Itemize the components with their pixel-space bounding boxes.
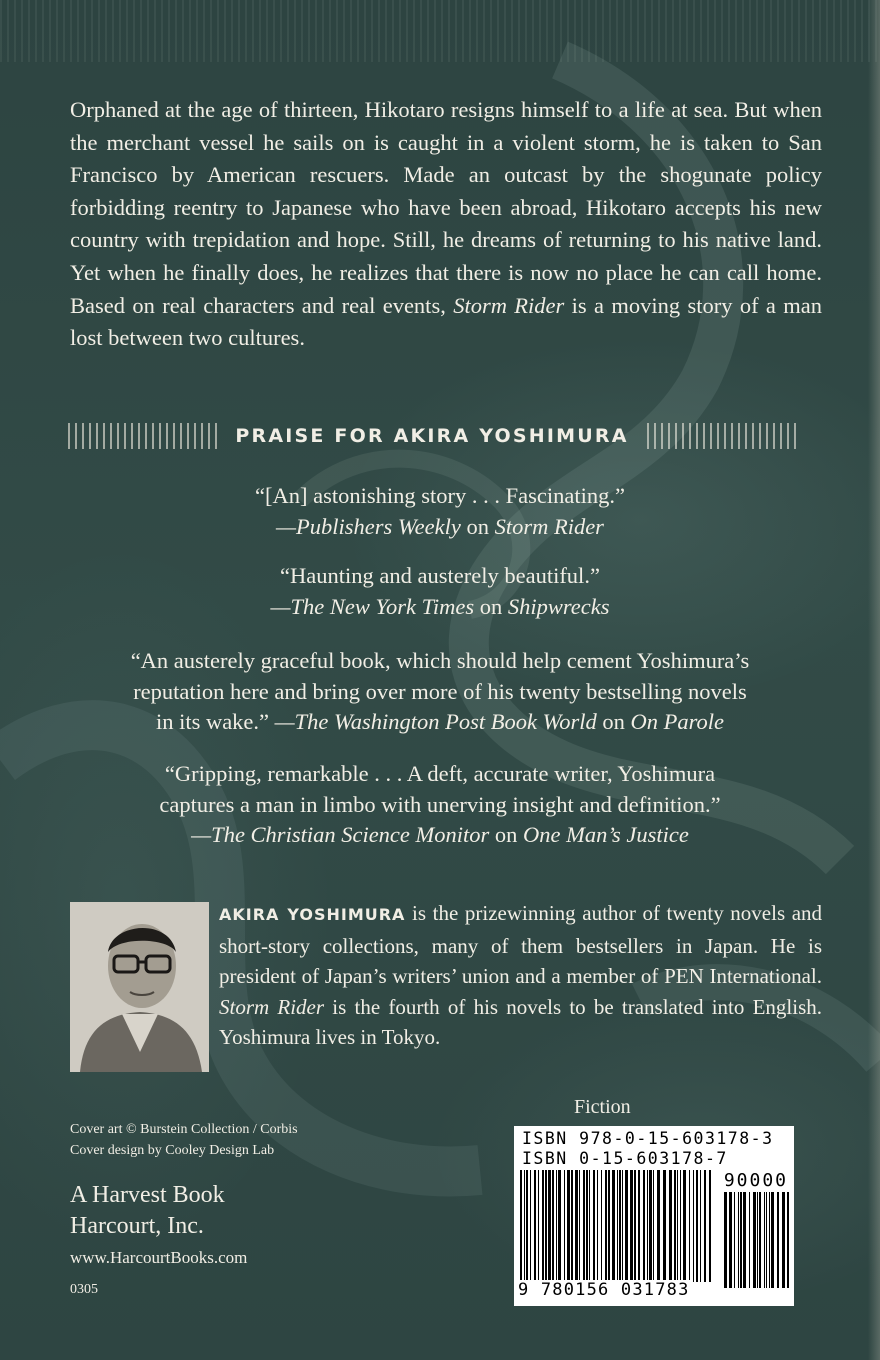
author-name: AKIRA YOSHIMURA (219, 905, 406, 924)
barcode-bar (649, 1170, 652, 1282)
ean-digits: 9 780156 031783 (518, 1280, 690, 1300)
barcode-bar (605, 1170, 607, 1282)
praise-heading (68, 418, 796, 454)
quote-source: —The New York Times (270, 593, 475, 619)
quote-on: on (479, 593, 503, 619)
barcode-bar (700, 1170, 701, 1282)
barcode-bar (625, 1170, 628, 1282)
barcode-bar (601, 1170, 602, 1282)
print-code: 0305 (70, 1282, 98, 1297)
quote-on: on (466, 513, 489, 539)
barcode-bar (766, 1192, 767, 1288)
quote-attribution (40, 820, 840, 851)
quote-text: “[An] astonishing story . . . Fascinating.” (255, 483, 625, 508)
quote-source: —Publishers Weekly (276, 513, 461, 539)
barcode-bar (653, 1170, 654, 1282)
quote-on: on (602, 709, 625, 734)
review-quote (40, 561, 840, 622)
quote-attribution (40, 512, 840, 543)
quote-text: “Haunting and austerely beautiful.” (280, 563, 600, 588)
barcode-bar (593, 1170, 595, 1282)
quote-attribution (40, 707, 840, 738)
synopsis-text: Orphaned at the age of thirteen, Hikotaro resigns himself to a life at sea. But when the merchant vessel he sails on is caught in a violent storm, he is taken to San Francisco by American rescuers. Made an outcast by the shogunate policy forbidding reentry to Japanese who have been abroad, Hikotaro accepts his new country with trepidation and hope. Still, he dreams of returning to his native land. Yet when he finally does, he realizes that there is now no place he can call home. Based on real characters and real events, (70, 97, 822, 318)
barcode-bar (526, 1170, 528, 1282)
barcode-bar (520, 1170, 522, 1282)
barcode-bar (638, 1170, 640, 1282)
barcode-bar (787, 1192, 789, 1288)
synopsis (70, 94, 822, 355)
isbn-barcode (514, 1126, 794, 1306)
publisher-info (70, 1180, 225, 1242)
imprint: A Harvest Book (70, 1182, 225, 1208)
price-barcode-bars (722, 1192, 790, 1288)
quote-work: Storm Rider (494, 513, 604, 539)
barcode-bar (753, 1192, 756, 1288)
cover-design-credit: Cover design by Cooley Design Lab (70, 1143, 275, 1158)
isbn-10: ISBN 0-15-603178-7 (522, 1149, 728, 1168)
barcode-bar (724, 1192, 727, 1288)
barcode-bar (608, 1170, 610, 1282)
barcode-bar (556, 1170, 557, 1282)
barcode-bar (771, 1192, 774, 1288)
cover-art-credit: Cover art © Burstein Collection / Corbis (70, 1122, 298, 1137)
barcode-bar (538, 1170, 539, 1282)
barcode-bar (759, 1192, 761, 1288)
barcode-bar (622, 1170, 623, 1282)
barcode-bar (619, 1170, 621, 1282)
page-edge (868, 0, 880, 1360)
publisher-name: Harcourt, Inc. (70, 1213, 204, 1239)
barcode-bar (757, 1192, 758, 1288)
quote-on: on (494, 822, 518, 847)
quote-text: “An austerely graceful book, which should help cement Yoshimura’s (130, 648, 750, 673)
barcode-bar (571, 1170, 573, 1282)
barcode-bar (689, 1170, 690, 1282)
barcode-bar (663, 1170, 666, 1282)
barcode-bar (680, 1170, 681, 1282)
barcode-bar (729, 1192, 732, 1288)
barcode-bar (669, 1170, 672, 1282)
barcode-bar (534, 1170, 536, 1282)
barcode-bar (674, 1170, 676, 1282)
quote-source: —The Washington Post Book World (274, 709, 597, 734)
barcode-bar (693, 1170, 694, 1282)
barcode-bar (545, 1170, 547, 1282)
bio-text-end: is the fourth of his novels to be translated into English. Yoshimura lives in Tokyo. (219, 994, 823, 1049)
barcode-bar (575, 1170, 578, 1282)
barcode-bar (696, 1170, 698, 1282)
barcode-bar (542, 1170, 544, 1282)
barcode-bar (657, 1170, 660, 1282)
barcode-bar (764, 1192, 765, 1288)
review-quote (40, 759, 840, 851)
quote-work: Shipwrecks (507, 593, 610, 619)
barcode-bar (583, 1170, 585, 1282)
barcode-bars (518, 1170, 714, 1282)
barcode-bar (677, 1170, 678, 1282)
barcode-bar (749, 1192, 750, 1288)
barcode-bar (617, 1170, 618, 1282)
barcode-bar (524, 1170, 525, 1282)
author-bio (219, 898, 822, 1053)
quote-work: On Parole (630, 709, 725, 734)
quote-source: —The Christian Science Monitor (191, 822, 490, 847)
publisher-url: www.HarcourtBooks.com (70, 1248, 248, 1267)
barcode-bar (782, 1192, 785, 1288)
synopsis-text-end: is a moving story of a man lost between two cultures. (70, 292, 823, 351)
quote-work: One Man’s Justice (523, 822, 689, 847)
bio-text: is the prizewinning author of twenty novels and short-story collections, many of them bestsellers in Japan. He is president of Japan’s writers’ union and a member of PEN International. (219, 901, 823, 988)
genre-label: Fiction (574, 1096, 631, 1118)
barcode-bar (769, 1192, 770, 1288)
barcode-bar (567, 1170, 570, 1282)
barcode-bar (643, 1170, 645, 1282)
barcode-bar (597, 1170, 598, 1282)
barcode-bar (738, 1192, 739, 1288)
barcode-bar (552, 1170, 554, 1282)
barcode-bar (612, 1170, 615, 1282)
barcode-bar (647, 1170, 648, 1282)
barcode-bar (683, 1170, 686, 1282)
barcode-bar (734, 1192, 735, 1288)
barcode-bar (743, 1192, 746, 1288)
barcode-bar (558, 1170, 561, 1282)
quote-text: reputation here and bring over more of his twenty bestselling novels (133, 678, 747, 704)
review-quote (40, 481, 840, 542)
bio-book-title: Storm Rider (219, 994, 325, 1019)
barcode-bar (709, 1170, 711, 1282)
heading-ornament-left (68, 423, 217, 449)
barcode-bar (579, 1170, 580, 1282)
barcode-bar (704, 1170, 706, 1282)
praise-title: PRAISE FOR AKIRA YOSHIMURA (235, 425, 629, 447)
barcode-bar (777, 1192, 779, 1288)
barcode-bar (548, 1170, 551, 1282)
price-code: 90000 (723, 1170, 788, 1191)
synopsis-book-title: Storm Rider (453, 292, 565, 318)
review-quote (40, 646, 840, 738)
quote-text: captures a man in limbo with unerving insight and definition.” (159, 791, 721, 817)
heading-ornament-right (647, 423, 796, 449)
barcode-bar (589, 1170, 590, 1282)
quote-text: “Gripping, remarkable . . . A deft, accurate writer, Yoshimura (164, 761, 716, 786)
quote-text: in its wake.” (155, 709, 270, 734)
barcode-bar (530, 1170, 531, 1282)
isbn-13: ISBN 978-0-15-603178-3 (522, 1129, 774, 1148)
barcode-bar (740, 1192, 742, 1288)
barcode-bar (564, 1170, 565, 1282)
author-photo (70, 902, 209, 1072)
quote-attribution (40, 592, 840, 623)
barcode-bar (630, 1170, 633, 1282)
cover-credits (70, 1119, 298, 1161)
barcode-bar (586, 1170, 588, 1282)
barcode-bar (634, 1170, 636, 1282)
author-portrait-illustration (70, 902, 209, 1072)
